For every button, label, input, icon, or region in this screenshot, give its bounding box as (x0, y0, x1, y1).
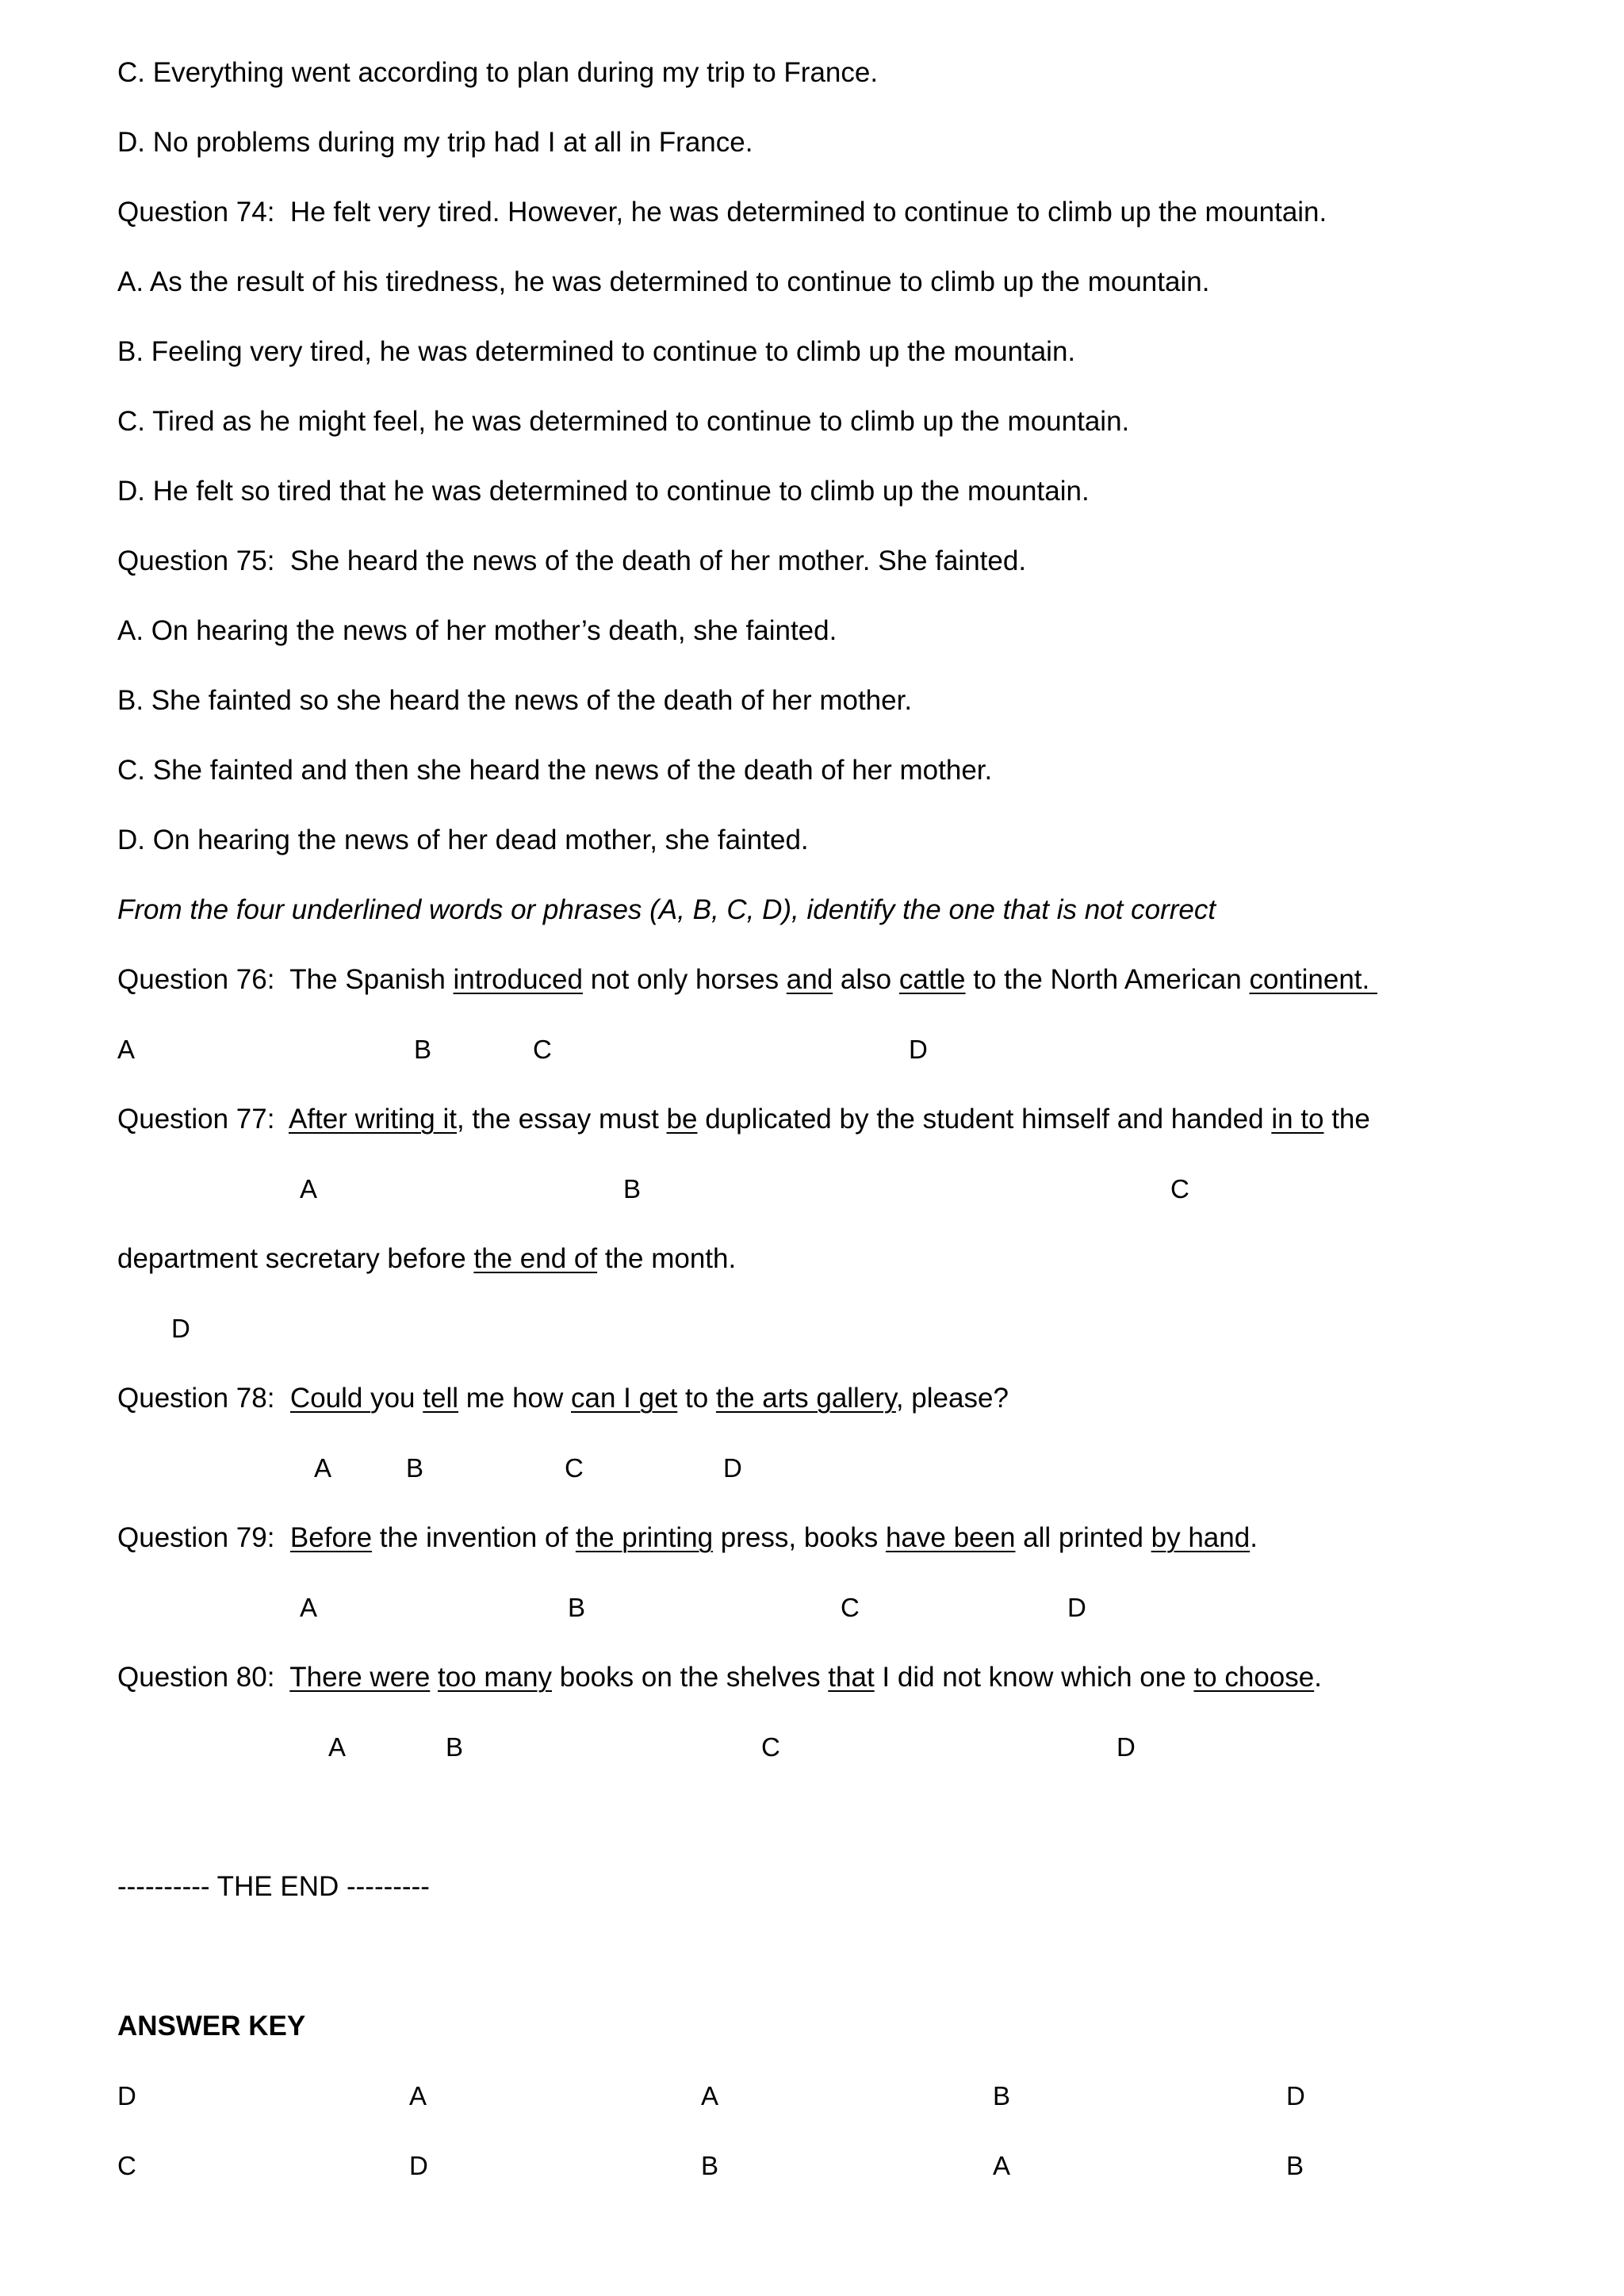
text-segment (430, 1662, 438, 1693)
underlined-phrase: tell (423, 1383, 458, 1414)
underlined-phrase: can I get (571, 1383, 678, 1414)
text-segment: the invention of (372, 1522, 576, 1553)
underlined-phrase: the end of (473, 1243, 598, 1274)
answer-cell: D (117, 2081, 136, 2110)
option-letter: A (328, 1732, 347, 1762)
option-line: B. Feeling very tired, he was determined to continue to climb up the mountain. (117, 336, 1076, 367)
answer-cell: D (1286, 2081, 1305, 2110)
answer-cell: C (117, 2151, 136, 2180)
option-letter: A (314, 1453, 332, 1483)
option-letter: C (565, 1453, 584, 1483)
answer-cell: B (993, 2081, 1011, 2110)
text-segment: duplicated by the student himself and handed (697, 1104, 1272, 1135)
text-segment: you (370, 1383, 423, 1414)
text-segment: the (1323, 1104, 1370, 1135)
option-line: D. On hearing the news of her dead mother, she fainted. (117, 825, 809, 855)
text-segment: , please? (895, 1383, 1009, 1414)
option-line: C. Everything went according to plan during my trip to France. (117, 57, 879, 88)
text-segment: the month. (597, 1243, 737, 1274)
text-segment: Question 78: (117, 1383, 290, 1414)
option-line: B. She fainted so she heard the news of the death of her mother. (117, 685, 913, 716)
option-line: D. No problems during my trip had I at all in France. (117, 127, 753, 158)
question-76 (117, 962, 1377, 997)
underlined-phrase: Could (289, 1383, 371, 1414)
option-letter: C (761, 1732, 780, 1762)
option-letter: B (623, 1174, 642, 1203)
option-letter: B (406, 1453, 424, 1483)
underlined-phrase: introduced (453, 964, 583, 995)
question-78 (117, 1381, 1009, 1416)
option-letter: C (1170, 1174, 1189, 1203)
the-end-marker: ---------- THE END --------- (117, 1871, 430, 1902)
underlined-phrase: cattle (898, 964, 966, 995)
text-segment: I did not know which one (874, 1662, 1194, 1693)
option-letter: D (171, 1314, 190, 1343)
text-segment: Question 79: (117, 1522, 290, 1553)
underlined-phrase: There were (289, 1662, 431, 1693)
option-letter: A (117, 1035, 136, 1064)
question-75: Question 75: She heard the news of the death of her mother. She fainted. (117, 545, 1027, 576)
text-segment: department secretary before (117, 1243, 474, 1274)
text-segment: , the essay must (456, 1104, 667, 1135)
text-segment: . (1250, 1522, 1258, 1553)
option-letter: C (841, 1593, 860, 1622)
question-79 (117, 1521, 1258, 1556)
underlined-phrase: the arts gallery (715, 1383, 896, 1414)
text-segment: . (1314, 1662, 1322, 1693)
text-segment: me how (458, 1383, 571, 1414)
text-segment: Question 76: The Spanish (117, 964, 454, 995)
underlined-phrase: that (828, 1662, 875, 1693)
underlined-phrase: to choose (1193, 1662, 1315, 1693)
answer-cell: B (701, 2151, 719, 2180)
text-segment: not only horses (582, 964, 787, 995)
option-line: A. On hearing the news of her mother’s death, she fainted. (117, 615, 837, 646)
option-letter: B (568, 1593, 586, 1622)
question-77-continued (117, 1242, 736, 1276)
option-letter: D (1067, 1593, 1086, 1622)
option-letter: B (414, 1035, 432, 1064)
option-letter: A (300, 1593, 318, 1622)
option-letter: B (446, 1732, 464, 1762)
underlined-phrase: be (666, 1104, 698, 1135)
answer-cell: A (993, 2151, 1011, 2180)
option-line: A. As the result of his tiredness, he was determined to continue to climb up the mountain. (117, 266, 1210, 297)
question-74: Question 74: He felt very tired. However, he was determined to continue to climb up the mountain. (117, 197, 1327, 228)
option-line: C. She fainted and then she heard the news of the death of her mother. (117, 755, 993, 786)
underlined-phrase: Before (289, 1522, 373, 1553)
question-80 (117, 1660, 1322, 1695)
option-letter: C (533, 1035, 552, 1064)
text-segment: Question 80: (117, 1662, 290, 1693)
option-line: D. He felt so tired that he was determined to continue to climb up the mountain. (117, 476, 1090, 507)
option-letter: D (723, 1453, 742, 1483)
option-line: C. Tired as he might feel, he was determined to continue to climb up the mountain. (117, 406, 1130, 437)
answer-cell: D (409, 2151, 428, 2180)
underlined-phrase: and (786, 964, 833, 995)
underlined-phrase: in to (1271, 1104, 1324, 1135)
answer-cell: A (701, 2081, 719, 2110)
underlined-phrase: have been (885, 1522, 1016, 1553)
underlined-phrase: After writing it (288, 1104, 457, 1135)
underlined-phrase: by hand (1151, 1522, 1251, 1553)
option-letter: A (300, 1174, 318, 1203)
answer-cell: A (409, 2081, 427, 2110)
underlined-phrase: too many (438, 1662, 553, 1693)
text-segment: to the North American (965, 964, 1250, 995)
answer-cell: B (1286, 2151, 1304, 2180)
section-instruction: From the four underlined words or phrases (A, B, C, D), identify the one that is not correct (117, 894, 1216, 925)
option-letter: D (1116, 1732, 1136, 1762)
text-segment: also (833, 964, 899, 995)
underlined-phrase: continent. (1249, 964, 1377, 995)
question-77 (117, 1102, 1370, 1137)
underlined-phrase: the printing (575, 1522, 714, 1553)
text-segment: Question 77: (117, 1104, 289, 1135)
text-segment: all printed (1015, 1522, 1151, 1553)
text-segment: books on the shelves (552, 1662, 829, 1693)
text-segment: to (677, 1383, 716, 1414)
answer-key-title: ANSWER KEY (117, 2011, 306, 2042)
text-segment: press, books (713, 1522, 886, 1553)
option-letter: D (909, 1035, 928, 1064)
